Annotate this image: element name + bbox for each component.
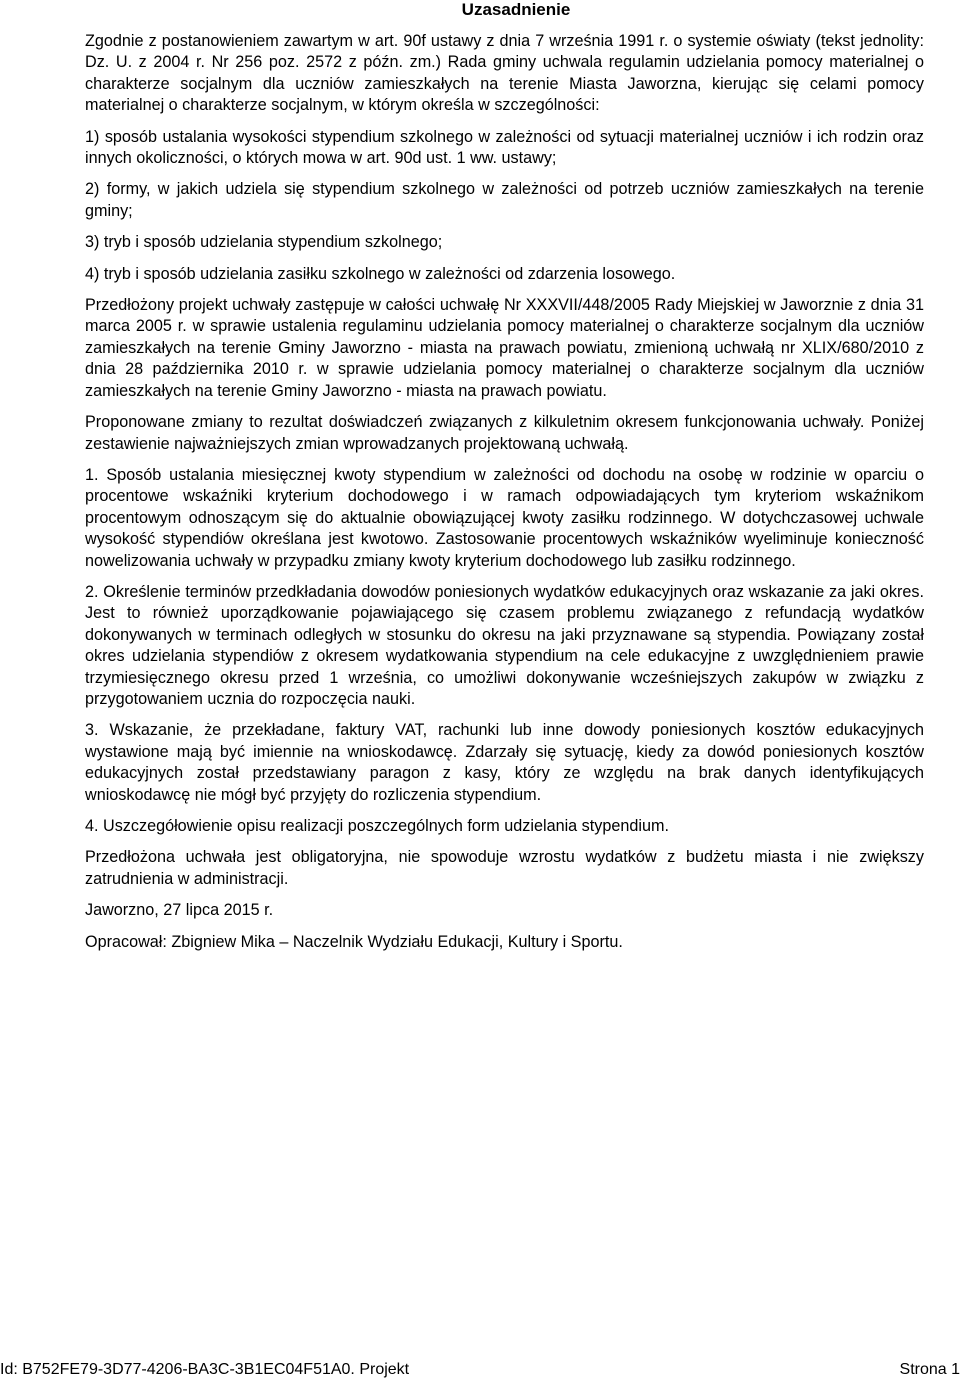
paragraph-budget: Przedłożona uchwała jest obligatoryjna, nie spowoduje wzrostu wydatków z budżetu miasta i nie zwiększy zatrudnienia w administracji. bbox=[85, 848, 924, 888]
paragraph-replacement: Przedłożony projekt uchwały zastępuje w całości uchwałę Nr XXXVII/448/2005 Rady Miejskiej w Jaworznie z dnia 31 marca 2005 r. w sprawie ustalenia regulaminu udzielania pomocy materialnej o charakterze socjalnym dla uczniów zamieszkałych na terenie Gminy Jaworzno - miasta na prawach powiatu, zmienioną uchwałą nr XLIX/680/2010 z dnia 28 października 2010 r. w sprawie udzielania pomocy materialnej o charakterze socjalnym dla uczniów zamieszkałych na terenie Gminy Jaworzno - miasta na prawach powiatu. bbox=[85, 296, 924, 400]
paragraph-change-4: 4. Uszczegółowienie opisu realizacji poszczególnych form udzielania stypendium. bbox=[85, 817, 669, 835]
page-number: Strona 1 bbox=[899, 1361, 960, 1378]
document-body bbox=[85, 31, 924, 963]
document-id: Id: B752FE79-3D77-4206-BA3C-3B1EC04F51A0. Projekt bbox=[0, 1361, 410, 1378]
paragraph-legal-basis: Zgodnie z postanowieniem zawartym w art. 90f ustawy z dnia 7 września 1991 r. o systemie oświaty (tekst jednolity: Dz. U. z 2004 r. Nr 256 poz. 2572 z późn. zm.) Rada gminy uchwala regulamin udzielania pomocy materialnej o charakterze socjalnym dla uczniów zamieszkałych na terenie Miasta Jaworzna, kierując się celami pomocy materialnej o charakterze socjalnym, w którym określa w szczególności: bbox=[85, 32, 924, 115]
paragraph-change-1: 1. Sposób ustalania miesięcznej kwoty stypendium w zależności od dochodu na osobę w rodzinie w oparciu o procentowe wskaźniki kryterium dochodowego i w ramach odpowiadających tym kryteriom wskaźnikom procentowym odnoszącym się do aktualnie obowiązującej kwoty zasiłku rodzinnego. W dotychczasowej uchwale wysokość stypendiów określana jest kwotowo. Zastosowanie procentowych wskaźników wyeliminuje konieczność nowelizowania uchwały w przypadku zmiany kwoty kryterium dochodowego lub zasiłku rodzinnego. bbox=[85, 465, 924, 570]
paragraph-change-2: 2. Określenie terminów przedkładania dowodów poniesionych wydatków edukacyjnych oraz wskazanie za jaki okres. Jest to również uporządkowanie pojawiającego się czasem problemu związanego z refundacją wydatków dokonywanych w terminach odległych w stosunku do okresu na jaki przyznawane są stypendia. Powiązany został okres udzielania stypendiów z okresem wydatkowania stypendium na cele edukacyjne z uwzględnieniem prawie trzymiesięcznego okresu przed 1 września, co umożliwi dokonywanie wcześniejszych zakupów w związku z przygotowaniem ucznia do rozpoczęcia nauki. bbox=[85, 582, 924, 708]
paragraph-proposed-changes: Proponowane zmiany to rezultat doświadczeń związanych z kilkuletnim okresem funkcjonowania uchwały. Poniżej zestawienie najważniejszych zmian wprowadzanych projektowaną uchwałą. bbox=[85, 413, 924, 453]
paragraph-author: Opracował: Zbigniew Mika – Naczelnik Wydziału Edukacji, Kultury i Sportu. bbox=[85, 932, 623, 951]
paragraph-change-3: 3. Wskazanie, że przekładane, faktury VAT, rachunki lub inne dowody poniesionych kosztów edukacyjnych wystawione mają być imiennie na wnioskodawcę. Zdarzały się sytuację, kiedy za dowód poniesionych kosztów edukacyjnych został przedstawiany paragon z kasy, który ze względu na brak danych identyfikujących wnioskodawcę nie mógł być przyjęty do rozliczenia stypendium. bbox=[85, 721, 924, 804]
paragraph-item-3: 3) tryb i sposób udzielania stypendium szkolnego; bbox=[85, 233, 443, 252]
paragraph-item-1: 1) sposób ustalania wysokości stypendium szkolnego w zależności od sytuacji materialnej uczniów i ich rodzin oraz innych okoliczności, o których mowa w art. 90d ust. 1 ww. ustawy; bbox=[85, 127, 924, 168]
paragraph-item-2: 2) formy, w jakich udziela się stypendium szkolnego w zależności od potrzeb uczniów zamieszkałych na terenie gminy; bbox=[85, 180, 924, 220]
document-title: Uzasadnienie bbox=[461, 0, 571, 19]
paragraph-item-4: 4) tryb i sposób udzielania zasiłku szkolnego w zależności od zdarzenia losowego. bbox=[85, 264, 676, 283]
paragraph-date: Jaworzno, 27 lipca 2015 r. bbox=[85, 901, 274, 920]
